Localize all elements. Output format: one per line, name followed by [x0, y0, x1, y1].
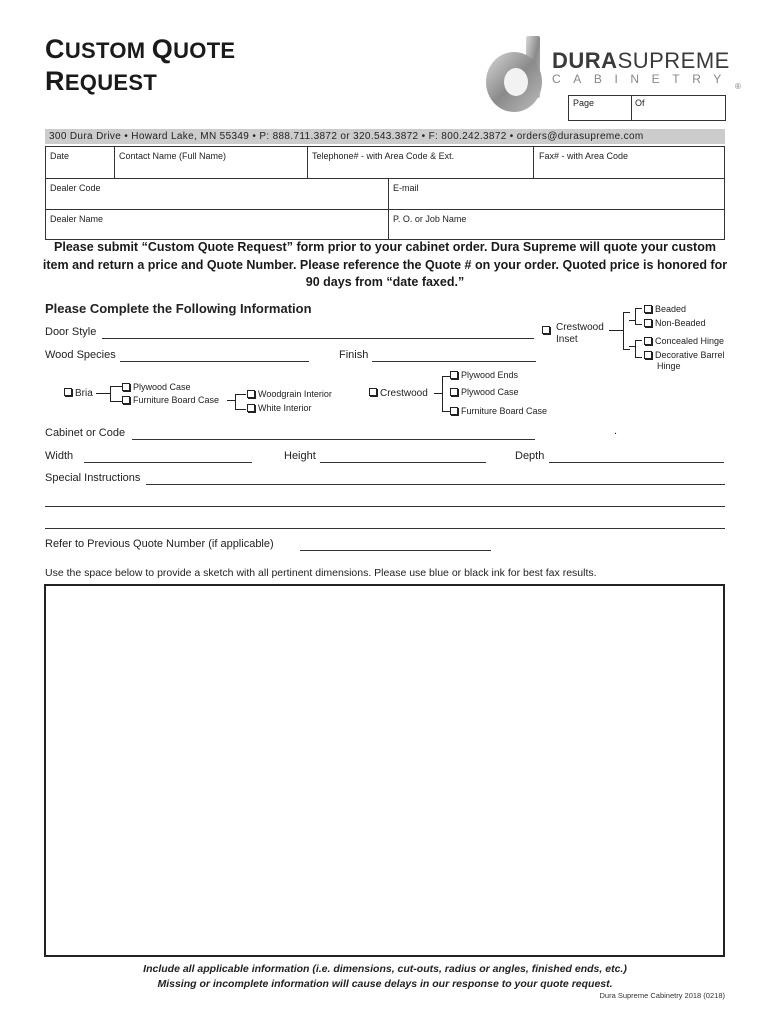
cabinet-code-label: Cabinet or Code — [45, 427, 126, 439]
woodgrain-interior-option[interactable] — [247, 389, 332, 399]
white-interior-option[interactable] — [247, 403, 312, 413]
crest-furniture-option[interactable] — [450, 406, 547, 416]
brand-name: DURASUPREME — [552, 48, 730, 73]
previous-quote-label: Refer to Previous Quote Number (if applicable) — [45, 538, 274, 550]
contact-row-3 — [46, 210, 724, 239]
telephone-field[interactable]: Telephone# - with Area Code & Ext. — [312, 151, 455, 161]
decorative-barrel-option[interactable] — [644, 350, 725, 360]
date-field[interactable]: Date — [50, 151, 70, 161]
crestwood-option[interactable] — [369, 388, 428, 399]
address-bar: 300 Dura Drive • Howard Lake, MN 55349 • P: 888.711.3872 or 320.543.3872 • F: 800.242.3872 • orders@durasupreme.com — [45, 129, 725, 144]
po-job-field[interactable]: P. O. or Job Name — [393, 214, 467, 224]
non-beaded-option[interactable] — [644, 318, 706, 328]
concealed-hinge-option[interactable] — [644, 336, 724, 346]
crest-furniture-checkbox[interactable] — [450, 407, 458, 415]
finish-input[interactable] — [372, 361, 536, 362]
plywood-ends-checkbox[interactable] — [450, 371, 458, 379]
bria-checkbox[interactable] — [64, 388, 72, 396]
crestwood-label: Crestwood — [380, 388, 428, 399]
bria-label: Bria — [75, 388, 93, 399]
contact-name-field[interactable]: Contact Name (Full Name) — [119, 151, 227, 161]
depth-label: Depth — [515, 450, 545, 462]
footer-note — [80, 962, 690, 991]
plywood-ends-option[interactable] — [450, 370, 518, 380]
width-input[interactable] — [84, 462, 252, 463]
form-title: CUSTOM QUOTE REQUEST — [45, 34, 236, 96]
bria-option[interactable] — [64, 388, 93, 399]
wood-species-input[interactable] — [120, 361, 309, 362]
page-box — [568, 95, 726, 121]
contact-row-1 — [46, 147, 724, 179]
decorative-barrel-checkbox[interactable] — [644, 351, 652, 359]
finish-label: Finish — [339, 349, 369, 361]
page-label: Page — [573, 98, 595, 108]
crest-plywood-option[interactable] — [450, 387, 519, 397]
special-instructions-line-2[interactable] — [45, 506, 725, 507]
white-interior-label: White Interior — [258, 403, 312, 413]
bria-furniture-option[interactable] — [122, 395, 219, 405]
crest-plywood-checkbox[interactable] — [450, 388, 458, 396]
door-style-label: Door Style — [45, 326, 97, 338]
footer-line-1: Include all applicable information (i.e. dimensions, cut-outs, radius or angles, finished ends, etc.) — [143, 963, 627, 975]
decorative-barrel-label-1: Decorative Barrel — [655, 350, 725, 360]
dura-supreme-logo-icon — [482, 34, 554, 118]
bria-plywood-checkbox[interactable] — [122, 383, 130, 391]
crestwood-inset-label-1: Crestwood — [556, 322, 604, 333]
decorative-barrel-label-2: Hinge — [657, 361, 681, 371]
contact-grid — [45, 146, 725, 240]
wood-species-label: Wood Species — [45, 349, 116, 361]
crestwood-checkbox[interactable] — [369, 388, 377, 396]
previous-quote-input[interactable] — [300, 550, 491, 551]
crest-furniture-label: Furniture Board Case — [461, 406, 548, 416]
cabinet-code-input[interactable] — [132, 439, 535, 440]
height-label: Height — [284, 450, 316, 462]
special-instructions-line-3[interactable] — [45, 528, 725, 529]
door-style-input[interactable] — [102, 338, 534, 339]
woodgrain-interior-checkbox[interactable] — [247, 390, 255, 398]
sketch-note: Use the space below to provide a sketch with all pertinent dimensions. Please use blue or black ink for best fax results. — [45, 567, 597, 579]
special-instructions-label: Special Instructions — [45, 472, 141, 484]
non-beaded-checkbox[interactable] — [644, 319, 652, 327]
beaded-option[interactable] — [644, 304, 686, 314]
footer-line-2: Missing or incomplete information will cause delays in our response to your quote request. — [157, 977, 613, 990]
bria-furniture-checkbox[interactable] — [122, 396, 130, 404]
brand-subtitle: CABINETRY — [552, 72, 734, 86]
crest-plywood-label: Plywood Case — [461, 387, 519, 397]
contact-row-2 — [46, 179, 724, 210]
stray-dot: . — [614, 425, 618, 437]
of-label: Of — [635, 98, 645, 108]
bria-furniture-label: Furniture Board Case — [133, 395, 220, 405]
woodgrain-interior-label: Woodgrain Interior — [258, 389, 332, 399]
width-label: Width — [45, 450, 74, 462]
height-input[interactable] — [320, 462, 486, 463]
crestwood-inset-checkbox[interactable] — [542, 326, 550, 334]
beaded-label: Beaded — [655, 304, 687, 314]
notice-text: Please submit “Custom Quote Request” form prior to your cabinet order. Dura Supreme will quote your custom item and return a price and Quote Number. Please reference the Quote # on your order. Quoted price is honored for 90 days from “date faxed.” — [42, 240, 728, 289]
bria-plywood-label: Plywood Case — [133, 382, 191, 392]
fax-field[interactable]: Fax# - with Area Code — [539, 151, 629, 161]
crestwood-inset-label-2: Inset — [556, 334, 578, 345]
section-heading: Please Complete the Following Information — [45, 301, 312, 316]
concealed-hinge-checkbox[interactable] — [644, 337, 652, 345]
concealed-hinge-label: Concealed Hinge — [655, 336, 725, 346]
sketch-area[interactable] — [44, 584, 725, 957]
dealer-code-field[interactable]: Dealer Code — [50, 183, 101, 193]
non-beaded-label: Non-Beaded — [655, 318, 706, 328]
special-instructions-line-1[interactable] — [146, 484, 725, 485]
dealer-name-field[interactable]: Dealer Name — [50, 214, 104, 224]
email-field[interactable]: E-mail — [393, 183, 419, 193]
white-interior-checkbox[interactable] — [247, 404, 255, 412]
copyright-text: Dura Supreme Cabinetry 2018 (0218) — [599, 991, 725, 1000]
depth-input[interactable] — [549, 462, 724, 463]
plywood-ends-label: Plywood Ends — [461, 370, 519, 380]
bria-plywood-option[interactable] — [122, 382, 191, 392]
beaded-checkbox[interactable] — [644, 305, 652, 313]
registered-mark: ® — [735, 82, 741, 91]
